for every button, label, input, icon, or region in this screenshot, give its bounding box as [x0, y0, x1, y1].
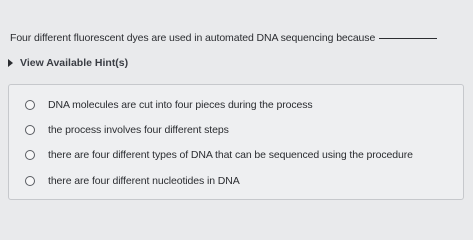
answer-option[interactable]	[25, 149, 413, 161]
radio-button[interactable]	[25, 176, 35, 186]
answer-option[interactable]	[25, 175, 240, 187]
answer-option-text: the process involves four different steps	[48, 124, 229, 136]
answer-option-text: there are four different types of DNA that can be sequenced using the procedure	[48, 149, 413, 161]
answer-options	[8, 84, 464, 200]
view-hints-label: View Available Hint(s)	[20, 57, 129, 69]
radio-button[interactable]	[25, 100, 35, 110]
view-hints-toggle[interactable]	[8, 57, 128, 69]
radio-button[interactable]	[25, 125, 35, 135]
answer-option-text: there are four different nucleotides in DNA	[48, 175, 240, 187]
question-prompt	[10, 32, 437, 44]
answer-option-text: DNA molecules are cut into four pieces during the process	[48, 99, 313, 111]
question-text: Four different fluorescent dyes are used in automated DNA sequencing because	[10, 32, 376, 44]
radio-button[interactable]	[25, 150, 35, 160]
answer-option[interactable]	[25, 124, 229, 136]
answer-option[interactable]	[25, 99, 313, 111]
answer-blank	[379, 38, 437, 39]
triangle-right-icon	[8, 59, 13, 67]
